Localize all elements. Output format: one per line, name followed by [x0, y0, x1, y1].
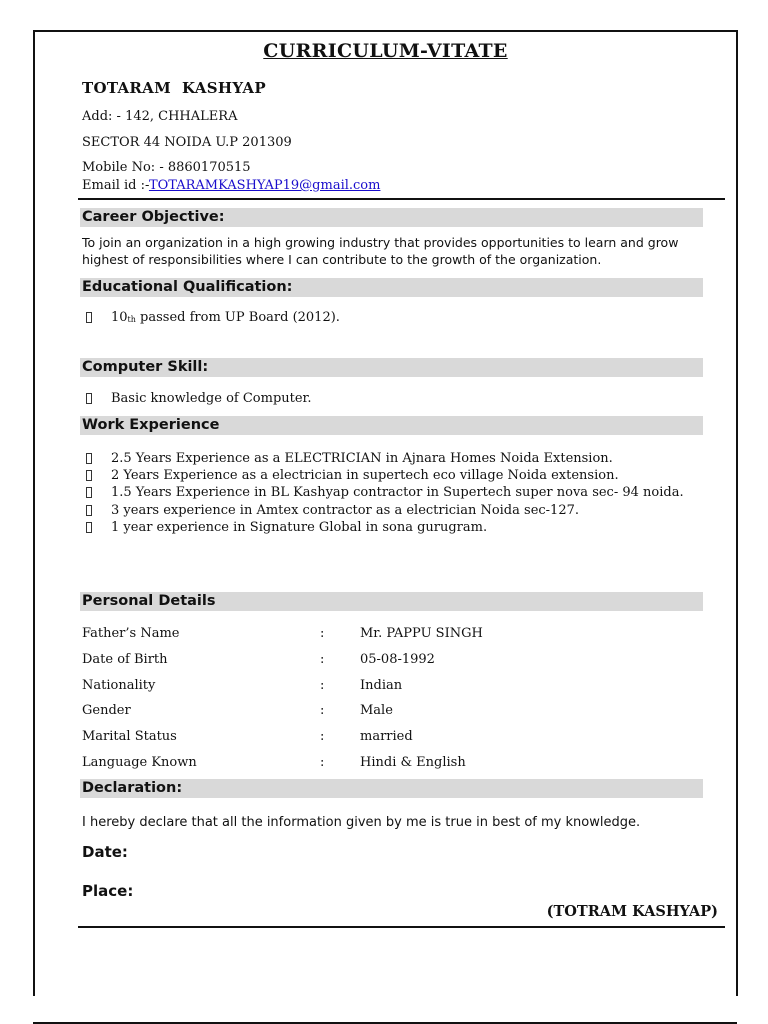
page-border-right — [736, 30, 738, 996]
personal-details-table — [82, 624, 642, 779]
email-line — [82, 178, 380, 193]
bullet-icon — [86, 522, 92, 533]
career-objective-text: To join an organization in a high growing industry that provides opportunities to learn and grow highest of responsibilities where I can contribute to the growth of the organization. — [82, 235, 679, 267]
document-title: CURRICULUM-VITATE — [263, 40, 508, 62]
signature-name: (TOTRAM KASHYAP) — [546, 903, 718, 920]
email-link[interactable]: TOTARAMKASHYAP19@gmail.com — [148, 178, 381, 193]
bullet-icon — [86, 470, 92, 481]
bullet-icon — [86, 312, 92, 323]
education-heading: Educational Qualification: — [80, 278, 703, 297]
header-divider — [78, 198, 725, 200]
email-label: Email id :- — [82, 178, 149, 193]
declaration-heading: Declaration: — [80, 779, 703, 798]
work-experience-item: 1 year experience in Signature Global in sona gurugram. — [86, 519, 684, 536]
computer-skill-heading: Computer Skill: — [80, 358, 703, 377]
work-experience-item: 2 Years Experience as a electrician in supertech eco village Noida extension. — [86, 467, 684, 484]
page-border-top — [33, 30, 737, 32]
declaration-text: I hereby declare that all the information given by me is true in best of my knowledge. — [82, 815, 641, 830]
bullet-icon — [86, 505, 92, 516]
applicant-name: TOTARAM KASHYAP — [82, 79, 266, 97]
mobile-number: Mobile No: - 8860170515 — [82, 160, 251, 175]
computer-skill-list — [86, 390, 311, 407]
date-label: Date: — [82, 843, 128, 861]
footer-divider — [78, 926, 725, 928]
work-experience-item: 1.5 Years Experience in BL Kashyap contractor in Supertech super nova sec- 94 noida. — [86, 484, 684, 501]
career-objective-heading: Career Objective: — [80, 208, 703, 227]
education-item: $10_{th}$ passed from UP Board (2012). — [86, 309, 340, 328]
personal-details-heading: Personal Details — [80, 592, 703, 611]
education-list — [86, 309, 340, 328]
address-line-2: SECTOR 44 NOIDA U.P 201309 — [82, 135, 292, 150]
place-label: Place: — [82, 882, 134, 900]
detail-row-date-of-birth: Date of Birth : 05-08-1992 — [82, 651, 435, 667]
address-line-1: Add: - 142, CHHALERA — [82, 109, 238, 124]
detail-row-language-known: Language Known : Hindi & English — [82, 754, 466, 770]
detail-row-nationality: Nationality : Indian — [82, 677, 403, 693]
page-border-left — [33, 30, 35, 996]
work-experience-heading: Work Experience — [80, 416, 703, 435]
detail-row-gender: Gender : Male — [82, 703, 393, 719]
bullet-icon — [86, 453, 92, 464]
detail-row-fathers-name: Father’s Name : Mr. PAPPU SINGH — [82, 626, 483, 641]
work-experience-list — [86, 450, 684, 536]
computer-skill-item: Basic knowledge of Computer. — [86, 390, 311, 407]
bullet-icon — [86, 393, 92, 404]
bullet-icon — [86, 487, 92, 498]
work-experience-item: 2.5 Years Experience as a ELECTRICIAN in Ajnara Homes Noida Extension. — [86, 450, 684, 467]
work-experience-item: 3 years experience in Amtex contractor as a electrician Noida sec-127. — [86, 502, 684, 519]
detail-row-marital-status: Marital Status : married — [82, 729, 413, 745]
